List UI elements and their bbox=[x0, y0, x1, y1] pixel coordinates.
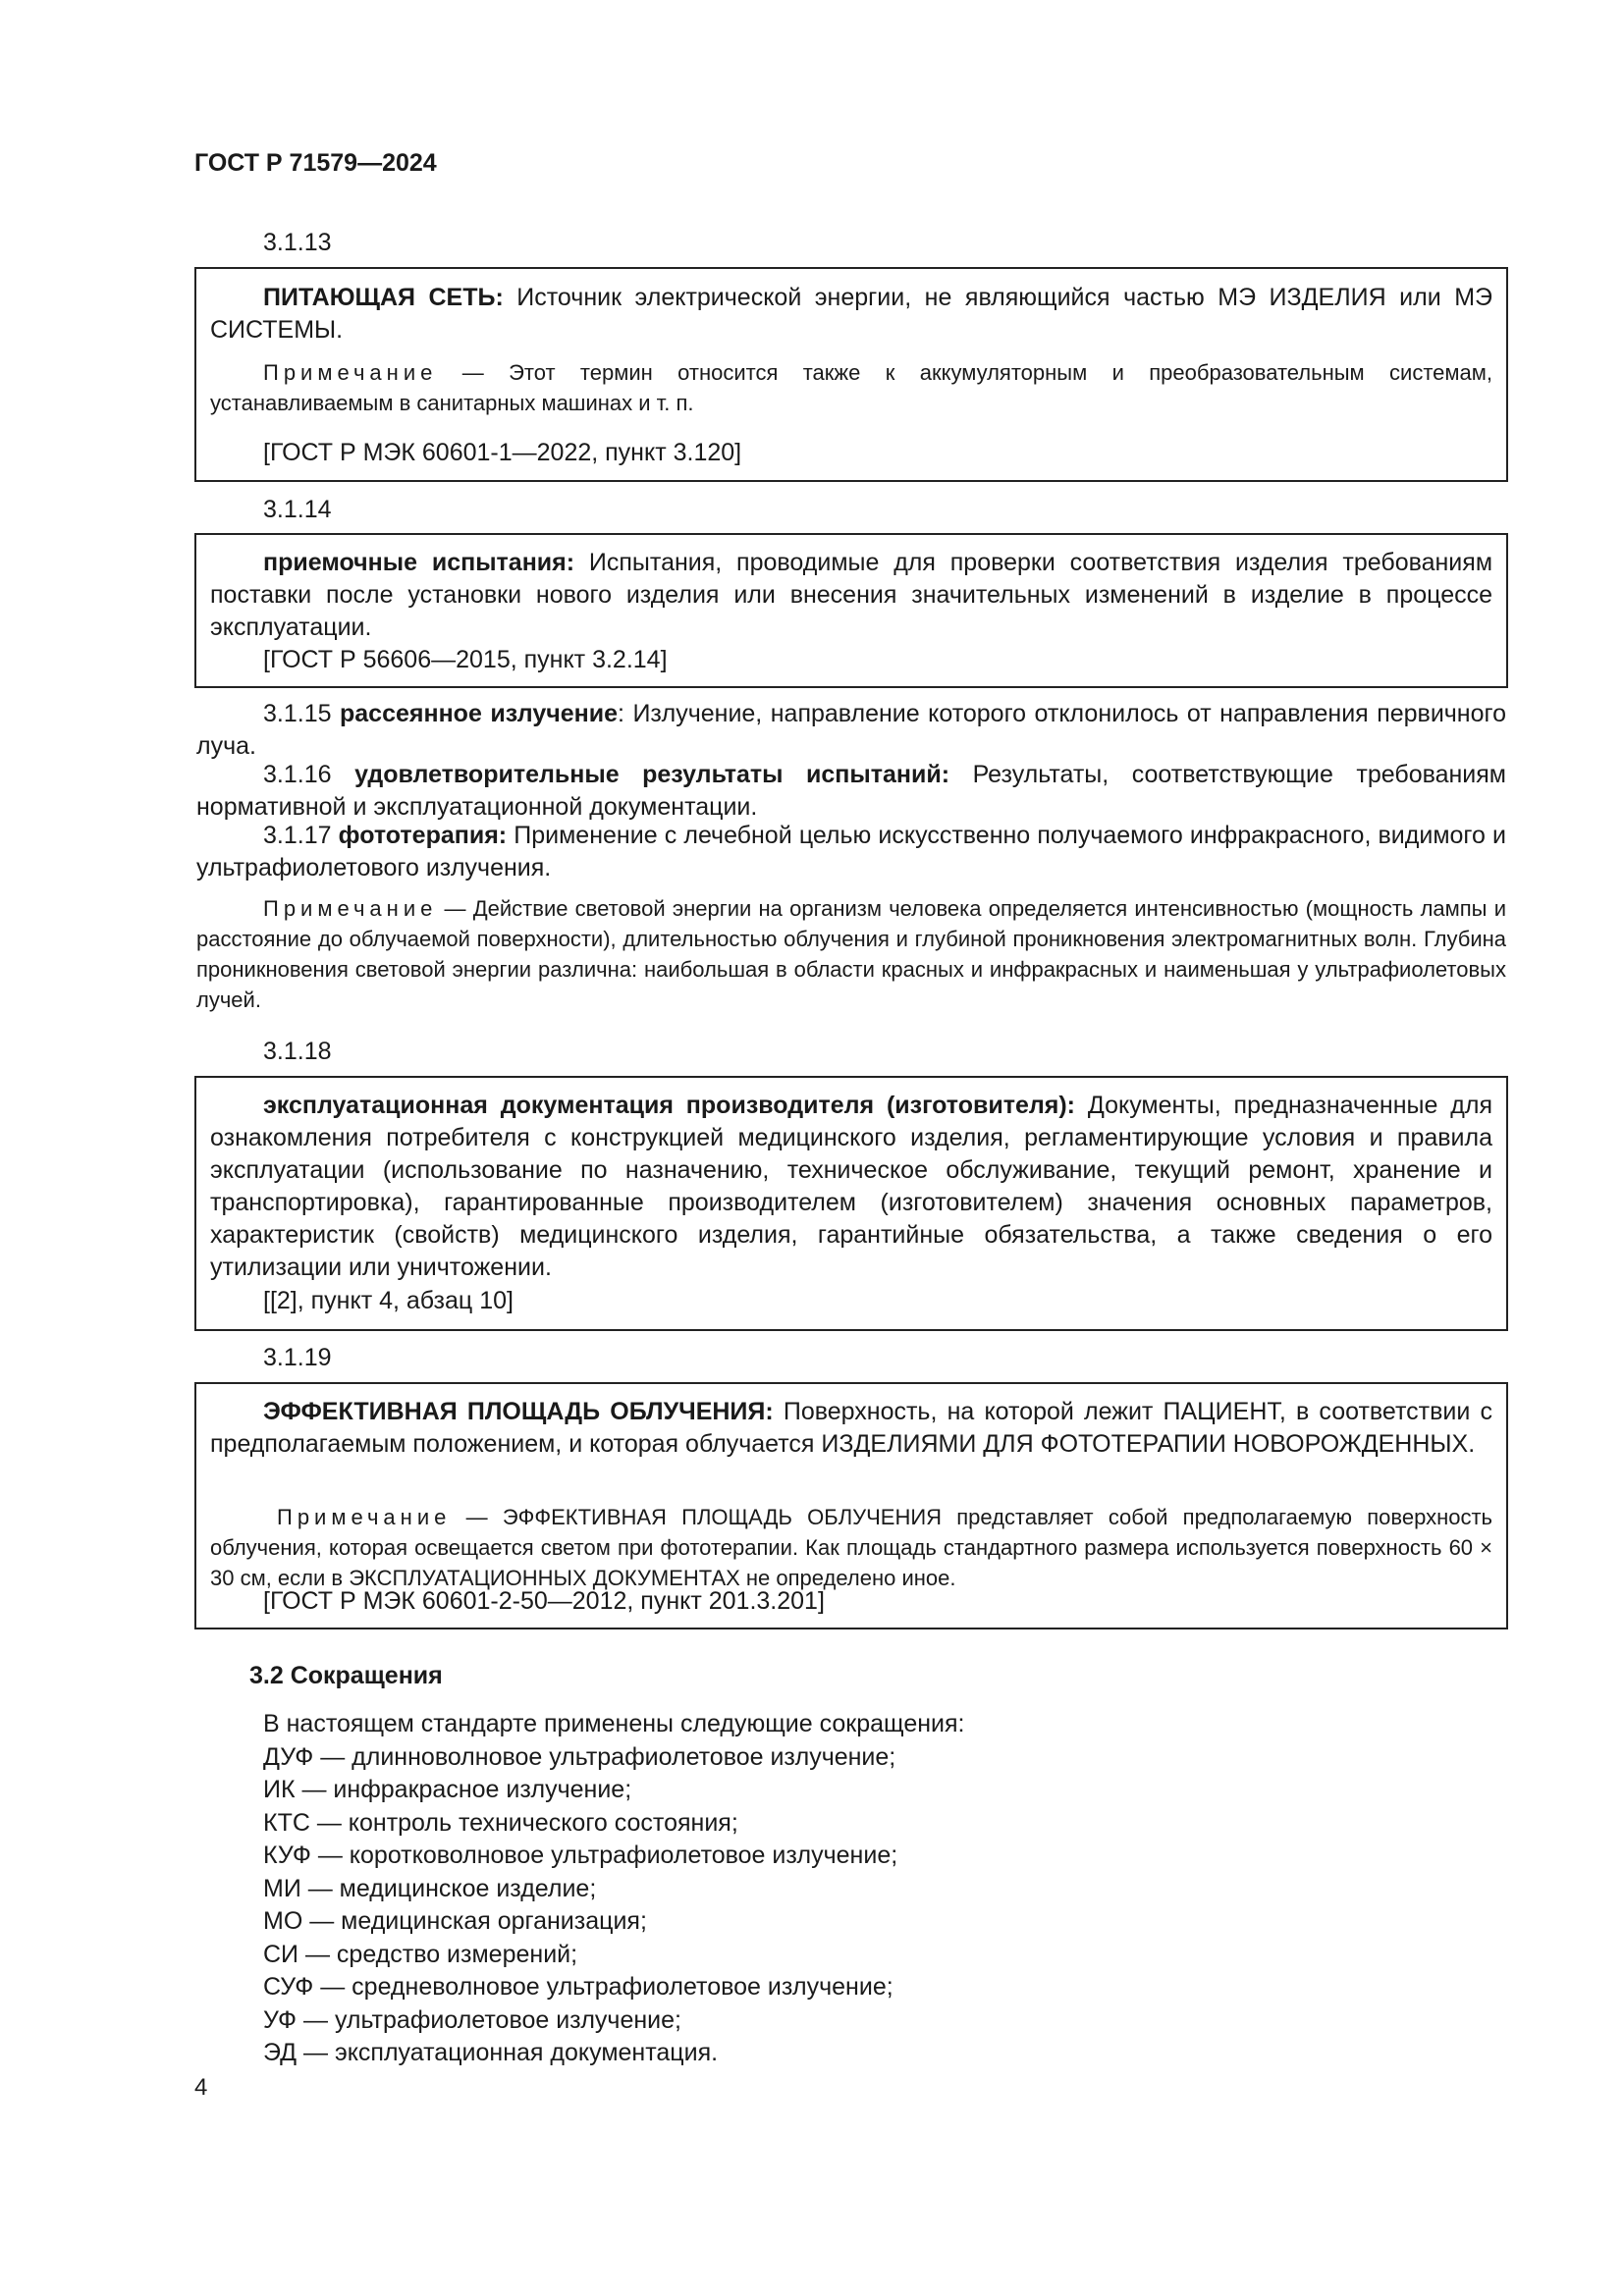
abbreviation-item: ИК — инфракрасное излучение; bbox=[263, 1776, 632, 1803]
note-label: Примечание bbox=[263, 896, 438, 921]
term-name: фототерапия: bbox=[338, 822, 508, 849]
term-name: ЭФФЕКТИВНАЯ ПЛОЩАДЬ ОБЛУЧЕНИЯ: bbox=[263, 1398, 774, 1425]
doc-header: ГОСТ Р 71579—2024 bbox=[194, 149, 437, 177]
term-paragraph-3-1-19 bbox=[210, 1396, 1492, 1461]
term-definition: Документы, предназначенные для ознакомления потребителя с конструкцией медицинского изделия, регламентирующие условия и правила эксплуатации (использование по назначению, техническое обслуживание, текущий ремонт, хранение и транспортировка), гарантированные производителем (изготовителем) значения основных параметров, характеристик (свойств) медицинского изделия, гарантийные обязательства, а также сведения о его утилизации или уничтожении. bbox=[210, 1092, 1492, 1281]
term-definition: Испытания, проводимые для проверки соответствия изделия требованиям поставки после установки нового изделия или внесения значительных изменений в изделие в процессе эксплуатации. bbox=[210, 549, 1493, 641]
term-paragraph-3-1-16 bbox=[196, 759, 1506, 824]
abbreviation-item: КТС — контроль технического состояния; bbox=[263, 1808, 738, 1837]
term-number-3-1-14: 3.1.14 bbox=[263, 496, 332, 523]
abbreviation-item: УФ — ультрафиолетовое излучение; bbox=[263, 2005, 681, 2034]
term-source-3-1-13: [ГОСТ Р МЭК 60601-1—2022, пункт 3.120] bbox=[263, 439, 742, 466]
term-name: рассеянное излучение bbox=[340, 700, 619, 727]
term-number: 3.1.16 bbox=[263, 761, 332, 788]
term-source-3-1-18: [[2], пункт 4, абзац 10] bbox=[263, 1287, 514, 1314]
abbreviation-item: ДУФ — длинноволновое ультрафиолетовое излучение; bbox=[263, 1742, 896, 1771]
term-definition: Применение с лечебной целью искусственно получаемого инфракрасного, видимого и ультрафиолетового излучения. bbox=[196, 822, 1506, 881]
term-definition: : Излучение, направление которого отклонилось от направления первичного луча. bbox=[196, 700, 1506, 760]
note-text: — Этот термин относится также к аккумуляторным и преобразовательным системам, устанавливаемым в санитарных машинах и т. п. bbox=[210, 360, 1492, 415]
term-note-3-1-13 bbox=[210, 357, 1492, 418]
term-paragraph-3-1-13 bbox=[210, 282, 1492, 347]
abbreviation-item: МИ — медицинское изделие; bbox=[263, 1874, 597, 1902]
term-definition: Источник электрической энергии, не являющийся частью МЭ ИЗДЕЛИЯ или МЭ СИСТЕМЫ. bbox=[210, 284, 1492, 344]
abbreviation-item: СИ — средство измерений; bbox=[263, 1940, 578, 1968]
note-text: — ЭФФЕКТИВНАЯ ПЛОЩАДЬ ОБЛУЧЕНИЯ представляет собой предполагаемую поверхность облучения, которая освещается светом при фототерапии. Как площадь стандартного размера используется поверхность 60 × 30 см, если в ЭКСПЛУАТАЦИОННЫХ ДОКУМЕНТАХ не определено иное. bbox=[210, 1505, 1492, 1590]
term-number-3-1-19: 3.1.19 bbox=[263, 1344, 332, 1371]
term-definition: Результаты, соответствующие требованиям нормативной и эксплуатационной документации. bbox=[196, 761, 1506, 821]
term-number: 3.1.17 bbox=[263, 822, 332, 849]
term-paragraph-3-1-18 bbox=[210, 1090, 1492, 1284]
note-text: — Действие световой энергии на организм человека определяется интенсивностью (мощность лампы и расстояние до облучаемой поверхности), длительностью облучения и глубиной проникновения электромагнитных волн. Глубина проникновения световой энергии различна: наибольшая в области красных и инфракрасных и наименьшая у ультрафиолетовых лучей. bbox=[196, 896, 1506, 1012]
term-source-3-1-19: [ГОСТ Р МЭК 60601-2-50—2012, пункт 201.3.201] bbox=[263, 1587, 825, 1615]
note-label: Примечание bbox=[263, 360, 438, 385]
term-paragraph-3-1-14 bbox=[210, 547, 1492, 644]
term-note-3-1-19 bbox=[210, 1502, 1492, 1593]
section-heading-abbreviations: 3.2 Сокращения bbox=[249, 1662, 443, 1689]
term-definition: Поверхность, на которой лежит ПАЦИЕНТ, в соответствии с предполагаемым положением, и которая облучается ИЗДЕЛИЯМИ ДЛЯ ФОТОТЕРАПИИ НОВОРОЖДЕННЫХ. bbox=[210, 1398, 1492, 1458]
abbreviation-item: ЭД — эксплуатационная документация. bbox=[263, 2039, 719, 2066]
term-paragraph-3-1-17 bbox=[196, 820, 1506, 884]
term-source-3-1-14: [ГОСТ Р 56606—2015, пункт 3.2.14] bbox=[263, 646, 668, 673]
term-number-3-1-18: 3.1.18 bbox=[263, 1038, 332, 1065]
term-name: удовлетворительные результаты испытаний: bbox=[354, 761, 950, 788]
term-name: ПИТАЮЩАЯ СЕТЬ: bbox=[263, 284, 504, 311]
term-number-3-1-13: 3.1.13 bbox=[263, 229, 332, 256]
term-paragraph-3-1-15 bbox=[196, 698, 1506, 763]
abbreviation-intro: В настоящем стандарте применены следующие сокращения: bbox=[263, 1710, 965, 1737]
term-note-3-1-17 bbox=[196, 893, 1506, 1015]
abbreviation-list bbox=[263, 1708, 964, 2070]
page-number: 4 bbox=[194, 2074, 208, 2101]
abbreviation-item: КУФ — коротковолновое ультрафиолетовое излучение; bbox=[263, 1842, 898, 1869]
term-number: 3.1.15 bbox=[263, 700, 332, 727]
note-label: Примечание bbox=[277, 1505, 452, 1529]
abbreviation-item: МО — медицинская организация; bbox=[263, 1907, 647, 1935]
term-name: приемочные испытания: bbox=[263, 549, 575, 576]
term-name: эксплуатационная документация производителя (изготовителя): bbox=[263, 1092, 1075, 1119]
abbreviation-item: СУФ — средневолновое ультрафиолетовое излучение; bbox=[263, 1973, 893, 2001]
